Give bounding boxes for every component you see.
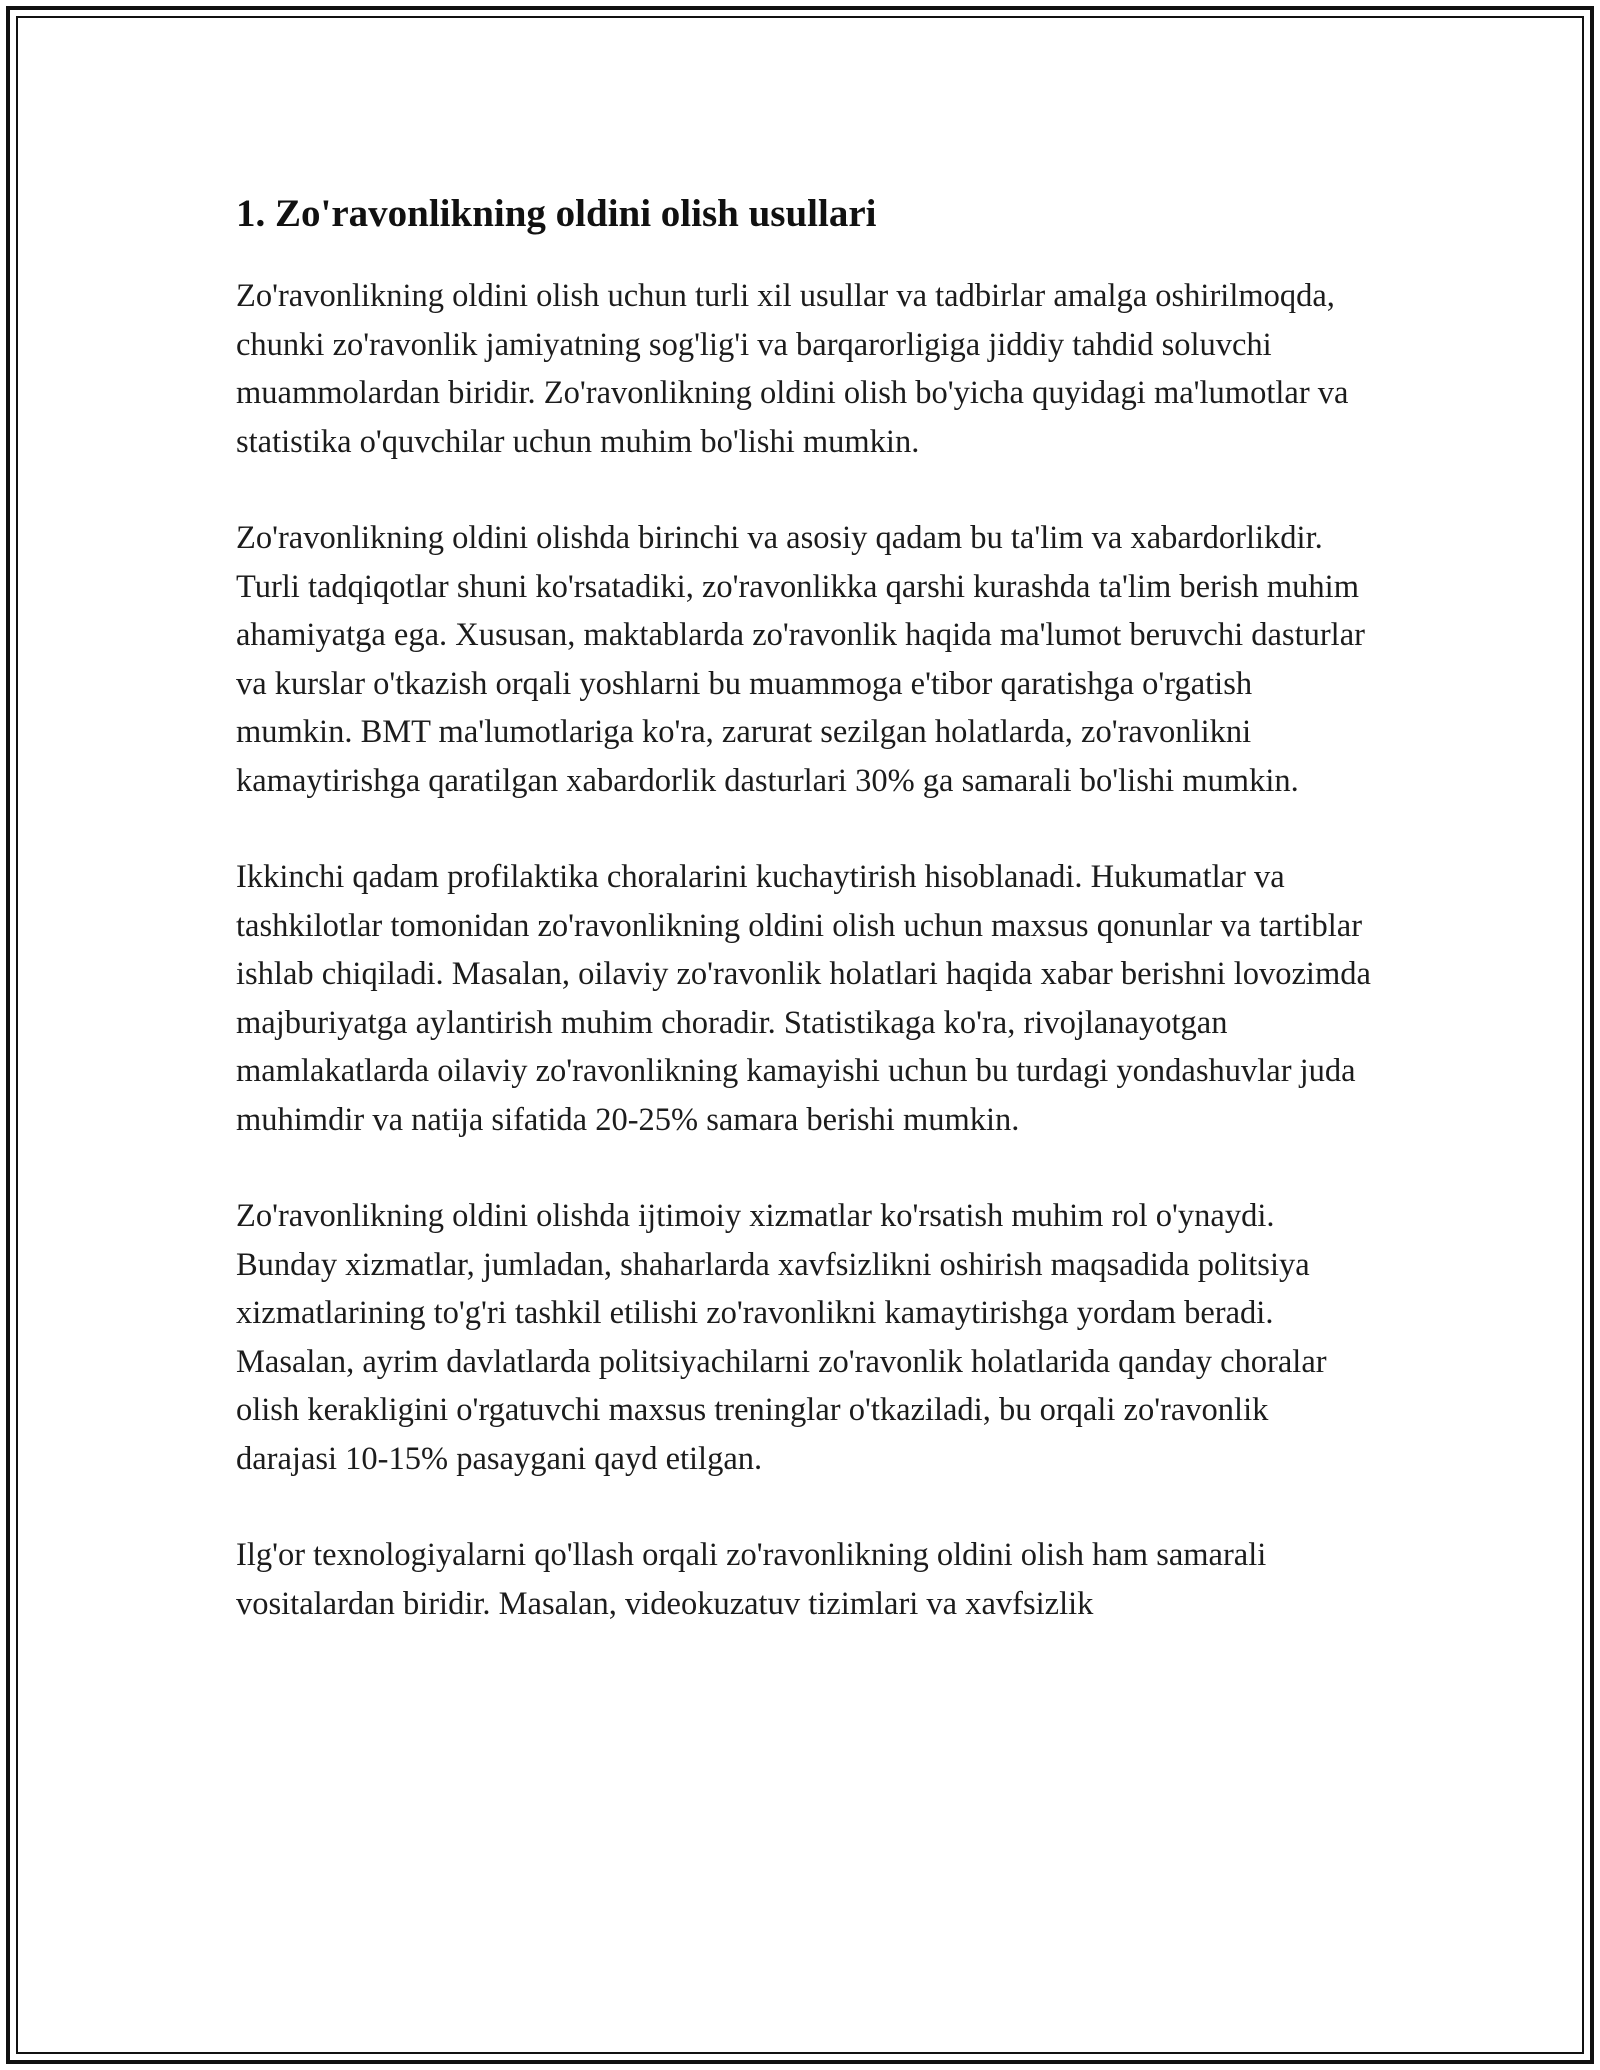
paragraph-2: Zo'ravonlikning oldini olishda birinchi va asosiy qadam bu ta'lim va xabardorlikdir. Turli tadqiqotlar shuni ko'rsatadiki, zo'ravonlikka qarshi kurashda ta'lim berish muhim ahamiyatga ega. Xususan, maktablarda zo'ravonlik haqida ma'lumot beruvchi dasturlar va kurslar o'tkazish orqali yoshlarni bu muammoga e'tibor qaratishga o'rgatish mumkin. BMT ma'lumotlariga ko'ra, zarurat sezilgan holatlarda, zo'ravonlikni kamaytirishga qaratilgan xabardorlik dasturlari 30% ga samarali bo'lishi mumkin. bbox=[236, 520, 1365, 799]
paragraph-1: Zo'ravonlikning oldini olish uchun turli xil usullar va tadbirlar amalga oshirilmoqda, chunki zo'ravonlik jamiyatning sog'lig'i va barqarorligiga jiddiy tahdid soluvchi muammolardan biridir. Zo'ravonlikning oldini olish bo'yicha quyidagi ma'lumotlar va statistika o'quvchilar uchun muhim bo'lishi mumkin. bbox=[236, 278, 1349, 460]
paragraph-3: Ikkinchi qadam profilaktika choralarini kuchaytirish hisoblanadi. Hukumatlar va tashkilotlar tomonidan zo'ravonlikning oldini olish uchun maxsus qonunlar va tartiblar ishlab chiqiladi. Masalan, oilaviy zo'ravonlik holatlari haqida xabar berishni lovozimda majburiyatga aylantirish muhim choradir. Statistikaga ko'ra, rivojlanayotgan mamlakatlarda oilaviy zo'ravonlikning kamayishi uchun bu turdagi yondashuvlar juda muhimdir va natija sifatida 20-25% samara berishi mumkin. bbox=[236, 859, 1371, 1138]
paragraph-5: Ilg'or texnologiyalarni qo'llash orqali zo'ravonlikning oldini olish ham samarali vositalardan biridir. Masalan, videokuzatuv tizimlari va xavfsizlik bbox=[236, 1537, 1267, 1622]
document-body bbox=[236, 186, 1376, 1628]
paragraph-4: Zo'ravonlikning oldini olishda ijtimoiy xizmatlar ko'rsatish muhim rol o'ynaydi. Bunday xizmatlar, jumladan, shaharlarda xavfsizlikni oshirish maqsadida politsiya xizmatlarining to'g'ri tashkil etilishi zo'ravonlikni kamaytirishga yordam beradi. Masalan, ayrim davlatlarda politsiyachilarni zo'ravonlik holatlarida qanday choralar olish kerakligini o'rgatuvchi maxsus treninglar o'tkaziladi, bu orqali zo'ravonlik darajasi 10-15% pasaygani qayd etilgan. bbox=[236, 1198, 1327, 1477]
section-heading: 1. Zo'ravonlikning oldini olish usullari bbox=[236, 192, 877, 235]
